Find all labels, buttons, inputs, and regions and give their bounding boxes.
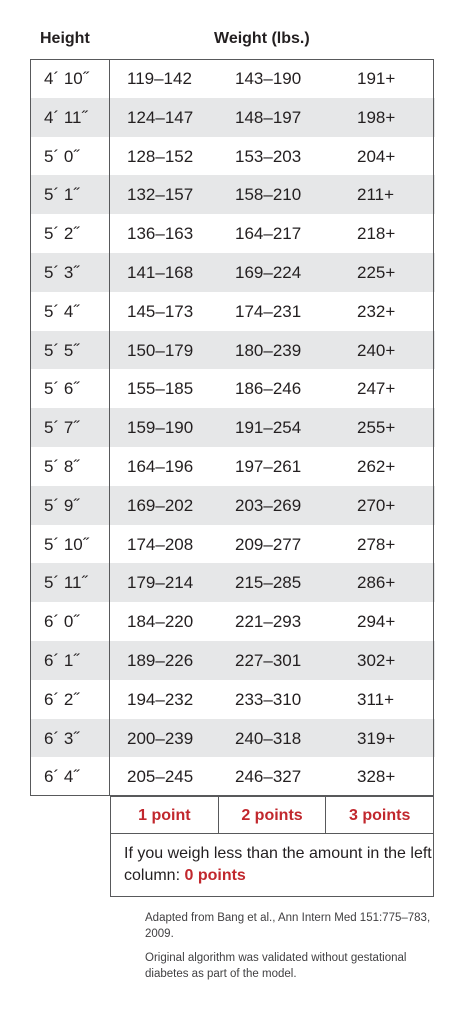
weight-2-points-cell: 153–203 [235, 146, 302, 166]
weight-1-point-cell: 159–190 [127, 418, 194, 438]
weight-1-point-cell: 184–220 [127, 612, 194, 632]
weight-1-point-cell: 128–152 [127, 146, 194, 166]
height-cell: 6´ 0˝ [44, 612, 79, 632]
weight-2-points-cell: 197–261 [235, 456, 302, 476]
weight-3-points-cell: 270+ [357, 495, 396, 515]
weight-columns-border [110, 59, 434, 796]
weight-2-points-cell: 203–269 [235, 495, 302, 515]
weight-1-point-cell: 174–208 [127, 534, 194, 554]
weight-2-points-cell: 233–310 [235, 689, 302, 709]
weight-1-point-cell: 205–245 [127, 767, 194, 787]
weight-2-points-cell: 240–318 [235, 728, 302, 748]
height-cell: 5´ 3˝ [44, 262, 79, 282]
weight-2-points-cell: 221–293 [235, 612, 302, 632]
weight-2-points-cell: 164–217 [235, 224, 302, 244]
weight-3-points-cell: 255+ [357, 418, 396, 438]
height-cell: 5´ 5˝ [44, 340, 79, 360]
height-cell: 5´ 0˝ [44, 146, 79, 166]
weight-2-points-cell: 148–197 [235, 107, 302, 127]
weight-1-point-cell: 132–157 [127, 185, 194, 205]
weight-2-points-cell: 158–210 [235, 185, 302, 205]
weight-3-points-cell: 302+ [357, 650, 396, 670]
weight-3-points-cell: 262+ [357, 456, 396, 476]
weight-2-points-cell: 209–277 [235, 534, 302, 554]
height-cell: 6´ 4˝ [44, 767, 79, 787]
weight-1-point-cell: 169–202 [127, 495, 194, 515]
points-label-3: 3 points [325, 797, 433, 833]
height-cell: 4´ 10˝ [44, 69, 89, 88]
weight-3-points-cell: 198+ [357, 107, 396, 127]
height-cell: 5´ 10˝ [44, 534, 89, 554]
weight-1-point-cell: 145–173 [127, 301, 194, 321]
weight-3-points-cell: 191+ [357, 69, 396, 88]
height-column-header: Height [40, 30, 90, 47]
height-cell: 6´ 2˝ [44, 689, 79, 709]
weight-2-points-cell: 215–285 [235, 573, 302, 593]
weight-3-points-cell: 240+ [357, 340, 396, 360]
weight-column-header: Weight (lbs.) [214, 30, 310, 47]
weight-3-points-cell: 225+ [357, 262, 396, 282]
height-cell: 4´ 11˝ [44, 107, 88, 127]
height-column-border [30, 59, 110, 796]
height-cell: 5´ 2˝ [44, 224, 79, 244]
weight-1-point-cell: 150–179 [127, 340, 194, 360]
weight-3-points-cell: 311+ [357, 689, 395, 709]
weight-2-points-cell: 143–190 [235, 69, 302, 88]
validation-footnote: Original algorithm was validated without gestational diabetes as part of the model. [145, 952, 407, 980]
height-cell: 5´ 6˝ [44, 379, 79, 399]
weight-1-point-cell: 179–214 [127, 573, 194, 593]
weight-3-points-cell: 294+ [357, 612, 396, 632]
weight-3-points-cell: 328+ [357, 767, 396, 787]
zero-points-label: 0 points [184, 867, 246, 884]
weight-1-point-cell: 189–226 [127, 650, 194, 670]
weight-3-points-cell: 218+ [357, 224, 396, 244]
weight-1-point-cell: 124–147 [127, 107, 194, 127]
weight-1-point-cell: 164–196 [127, 456, 194, 476]
weight-2-points-cell: 174–231 [235, 301, 302, 321]
weight-3-points-cell: 286+ [357, 573, 396, 593]
weight-1-point-cell: 141–168 [127, 262, 194, 282]
weight-3-points-cell: 278+ [357, 534, 396, 554]
source-footnote: Adapted from Bang et al., Ann Intern Med 151:775–783, 2009. [145, 912, 431, 940]
weight-2-points-cell: 180–239 [235, 340, 302, 360]
points-label-1: 1 point [138, 807, 191, 824]
height-cell: 5´ 7˝ [44, 418, 79, 438]
weight-1-point-cell: 119–142 [127, 69, 192, 88]
height-cell: 5´ 1˝ [44, 185, 79, 205]
weight-1-point-cell: 194–232 [127, 689, 194, 709]
zero-points-note [110, 834, 434, 897]
weight-3-points-cell: 211+ [357, 185, 395, 205]
weight-3-points-cell: 204+ [357, 146, 396, 166]
points-label-2: 2 points [218, 797, 326, 833]
zero-points-note-text: If you weigh less than the amount in the left column: [124, 845, 432, 884]
height-cell: 5´ 4˝ [44, 301, 79, 321]
height-cell: 5´ 9˝ [44, 495, 79, 515]
height-cell: 5´ 11˝ [44, 573, 88, 593]
points-row [110, 796, 434, 834]
weight-1-point-cell: 136–163 [127, 224, 194, 244]
weight-1-point-cell: 155–185 [127, 379, 194, 399]
weight-2-points-cell: 169–224 [235, 262, 302, 282]
weight-2-points-cell: 246–327 [235, 767, 302, 787]
height-cell: 6´ 1˝ [44, 650, 79, 670]
weight-2-points-cell: 191–254 [235, 418, 302, 438]
weight-2-points-cell: 227–301 [235, 650, 302, 670]
height-cell: 6´ 3˝ [44, 728, 79, 748]
height-cell: 5´ 8˝ [44, 456, 79, 476]
weight-2-points-cell: 186–246 [235, 379, 302, 399]
weight-1-point-cell: 200–239 [127, 728, 194, 748]
weight-3-points-cell: 319+ [357, 728, 396, 748]
weight-3-points-cell: 232+ [357, 301, 396, 321]
weight-3-points-cell: 247+ [357, 379, 396, 399]
